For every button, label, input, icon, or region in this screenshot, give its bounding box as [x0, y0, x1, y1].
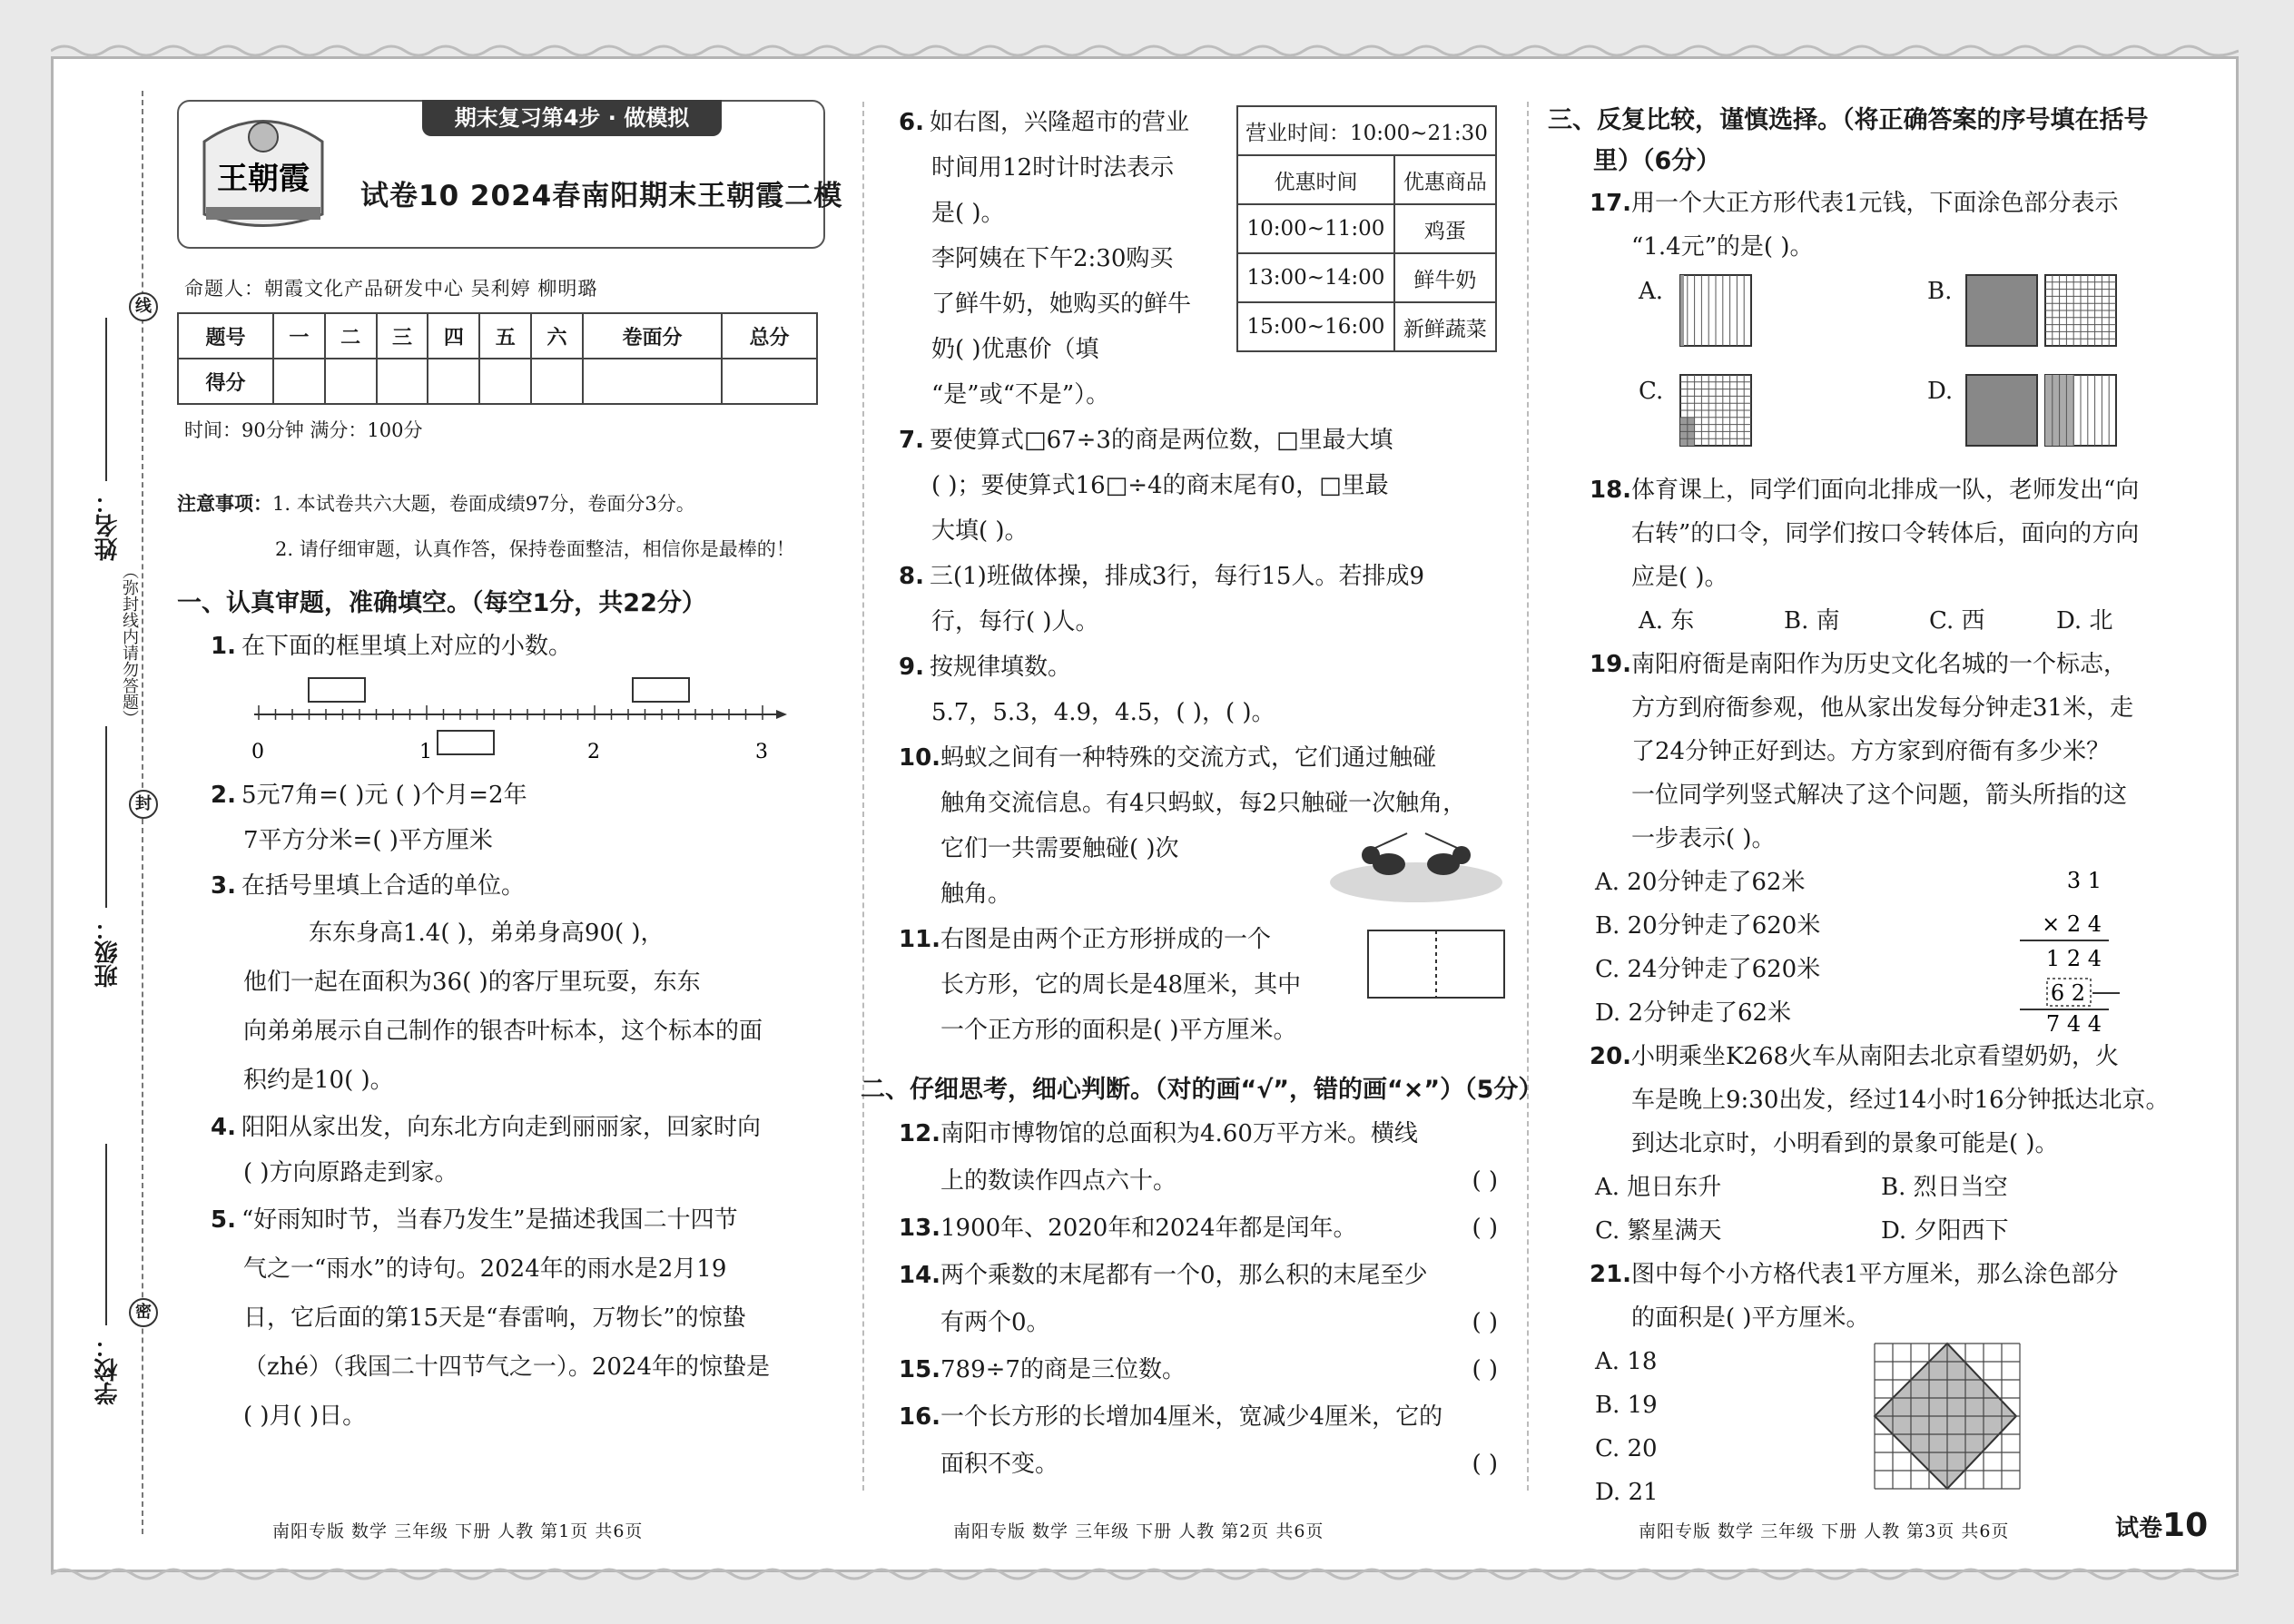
column-1: [177, 100, 843, 1441]
q15-answer-bracket[interactable]: ( ): [1472, 1356, 1498, 1383]
q8-number: 8.: [899, 563, 924, 590]
q2-line1: 5元7角=( )元 ( )个月=2年: [241, 782, 527, 809]
q19-number: 19.: [1590, 651, 1632, 678]
q9-line2: 5.7，5.3，4.9，4.5，( )，( )。: [931, 699, 1275, 726]
author-line: 命题人：朝霞文化产品研发中心 吴利婷 柳明璐: [184, 278, 598, 300]
discount-time: 10:00~11:00: [1237, 204, 1394, 253]
q16-number: 16.: [899, 1403, 941, 1431]
discount-item: 鸡蛋: [1394, 204, 1496, 253]
q4-line2: ( )方向原路走到家。: [243, 1159, 458, 1186]
q3-p1: 东东身高1.4( )，弟弟身高90( )，: [309, 920, 665, 947]
note-1: 1. 本试卷共六大题，卷面成绩97分，卷面分3分。: [272, 493, 695, 515]
q20-options-row2: [1548, 1209, 2210, 1253]
q5-line4: （zhé）（我国二十四节气之一）。2024年的惊蛰是: [243, 1353, 770, 1381]
q21-option[interactable]: C. 20: [1595, 1435, 1658, 1462]
section-1-title: 一、认真审题，准确填空。（每空1分，共22分）: [177, 589, 706, 617]
question-20: [1548, 1035, 2210, 1078]
q14-line2-row: [899, 1299, 1516, 1346]
score-header-cell: 题号: [178, 313, 273, 359]
discount-time: 13:00~14:00: [1237, 253, 1394, 302]
q20-option[interactable]: A. 旭日东升: [1595, 1174, 1722, 1201]
q19-option[interactable]: D. 2分钟走了62米: [1595, 999, 1792, 1027]
q18-options: [1548, 599, 2210, 643]
question-19: [1548, 643, 2210, 686]
binding-mark-seal: 封: [129, 790, 158, 819]
answer-box[interactable]: [633, 678, 689, 702]
tick-label: 0: [251, 741, 264, 763]
q18-option[interactable]: B. 南: [1784, 607, 1840, 635]
question-10: [899, 735, 1516, 781]
notes-label: 注意事项：: [177, 493, 272, 515]
question-3: [177, 863, 826, 909]
question-14: [899, 1252, 1516, 1299]
wavy-border-top: [51, 42, 2239, 60]
q6-line2: 时间用12时计时法表示: [931, 154, 1175, 182]
discount-item-header: 优惠商品: [1394, 155, 1496, 204]
binding-mark-line: 线: [129, 292, 158, 321]
question-1: [177, 624, 826, 669]
question-17: [1548, 182, 2210, 225]
q12-number: 12.: [899, 1120, 941, 1147]
discount-time-header: 优惠时间: [1237, 155, 1394, 204]
number-line-figure: [213, 669, 794, 769]
column-separator: [862, 102, 864, 1491]
q13-line1: 1900年、2020年和2024年都是闰年。: [940, 1215, 1357, 1242]
q12-answer-bracket[interactable]: ( ): [1472, 1167, 1498, 1195]
q11-line3: 一个正方形的面积是( )平方厘米。: [940, 1017, 1297, 1044]
option-b-squares[interactable]: [1965, 274, 2120, 347]
q20-number: 20.: [1590, 1043, 1632, 1070]
footer-page-3: 南阳专版 数学 三年级 下册 人教 第3页 共6页: [1639, 1521, 2010, 1541]
question-21: [1548, 1253, 2210, 1296]
q12-line2: 上的数读作四点六十。: [940, 1167, 1177, 1195]
q21-line2: 的面积是( )平方厘米。: [1631, 1304, 1870, 1332]
binding-note: （弥封线内请勿答题）: [120, 563, 139, 726]
q19-line5: 一步表示( )。: [1631, 825, 1776, 852]
time-info: 时间：90分钟 满分：100分: [184, 419, 423, 441]
question-15: [899, 1346, 1516, 1393]
school-underline: [105, 1144, 107, 1325]
wavy-border-bottom: [51, 1565, 2239, 1583]
q3-p4: 积约是10( )。: [243, 1067, 394, 1094]
q20-option[interactable]: B. 烈日当空: [1881, 1174, 2008, 1201]
q18-option[interactable]: A. 东: [1639, 607, 1695, 635]
q11-number: 11.: [899, 926, 941, 953]
paper-no: 10: [2162, 1507, 2209, 1544]
calc-row: 7 4 4: [2045, 1011, 2102, 1033]
q7-number: 7.: [899, 427, 924, 454]
q1-text: 在下面的框里填上对应的小数。: [241, 633, 573, 660]
q5-number: 5.: [211, 1206, 236, 1234]
question-12: [899, 1110, 1516, 1157]
q20-line3: 到达北京时，小明看到的景象可能是( )。: [1631, 1130, 2059, 1157]
q15-number: 15.: [899, 1356, 941, 1383]
q18-line2: 右转”的口令，同学们按口令转体后，面向的方向: [1631, 520, 2140, 547]
q10-line2: 触角交流信息。有4只蚂蚁，每2只触碰一次触角，: [940, 790, 1467, 817]
q12-line2-row: [899, 1157, 1516, 1205]
tick-label: 2: [587, 741, 600, 763]
store-hours-table: [1236, 105, 1497, 352]
q16-line2-row: [899, 1441, 1516, 1488]
option-c-square[interactable]: [1679, 374, 1752, 447]
school-label: 学校：: [94, 1334, 122, 1405]
discount-item: 新鲜蔬菜: [1394, 302, 1496, 351]
q1-number: 1.: [211, 633, 236, 660]
q9-line1: 按规律填数。: [930, 654, 1072, 681]
discount-time: 15:00~16:00: [1237, 302, 1394, 351]
q3-p3: 向弟弟展示自己制作的银杏叶标本，这个标本的面: [243, 1018, 763, 1045]
note-2: 2. 请仔细审题，认真作答，保持卷面整洁，相信你是最棒的！: [275, 538, 795, 560]
logo-text: 王朝霞: [217, 161, 310, 197]
calc-row: 6 2: [2050, 980, 2085, 1006]
q14-answer-bracket[interactable]: ( ): [1472, 1309, 1498, 1336]
number-line-arrow: [776, 710, 787, 719]
q14-line1: 两个乘数的末尾都有一个0，那么积的末尾至少: [940, 1262, 1428, 1289]
question-4: [177, 1105, 826, 1150]
footer-page-2: 南阳专版 数学 三年级 下册 人教 第2页 共6页: [953, 1521, 1324, 1541]
wangzhaoxia-logo: [186, 105, 340, 241]
q18-option[interactable]: D. 北: [2056, 607, 2113, 635]
question-8: [899, 554, 1516, 599]
question-9: [899, 645, 1516, 690]
q10-line3: 它们一共需要触碰( )次: [940, 835, 1179, 862]
score-cell[interactable]: [325, 359, 377, 404]
score-cell[interactable]: [722, 359, 817, 404]
ants-illustration: [1325, 817, 1507, 908]
q6-line5: 了鲜牛奶，她购买的鲜牛: [931, 290, 1192, 318]
q17-option-a-label: A.: [1639, 278, 1664, 305]
q17-number: 17.: [1590, 190, 1632, 217]
q16-answer-bracket[interactable]: ( ): [1472, 1451, 1498, 1478]
question-13: [899, 1205, 1516, 1252]
q15-line1: 789÷7的商是三位数。: [940, 1356, 1186, 1383]
q10-line4: 触角。: [940, 881, 1012, 908]
section-3-title-line1: 三、反复比较，谨慎选择。（将正确答案的序号填在括号: [1548, 106, 2149, 134]
q5-line1: “好雨知时节，当春乃发生”是描述我国二十四节: [241, 1206, 738, 1234]
q21-line1: 图中每个小方格代表1平方厘米，那么涂色部分: [1631, 1261, 2119, 1288]
q5-line2: 气之一“雨水”的诗句。2024年的雨水是2月19: [243, 1255, 727, 1283]
option-d-squares[interactable]: [1965, 374, 2120, 447]
q20-options-row1: [1548, 1166, 2210, 1209]
column-3: [1548, 100, 2210, 1514]
q19-line4: 一位同学列竖式解决了这个问题，箭头所指的这: [1631, 782, 2128, 809]
q6-line1: 如右图，兴隆超市的营业: [930, 109, 1190, 136]
q8-line1: 三(1)班做体操，排成3行，每行15人。若排成9: [930, 563, 1424, 590]
question-18: [1548, 468, 2210, 512]
q19-line2: 方方到府衙参观，他从家出发每分钟走31米，走: [1631, 694, 2134, 722]
exam-header: [177, 100, 843, 249]
score-cell[interactable]: [273, 359, 325, 404]
q21-options-block: [1548, 1340, 2210, 1514]
tick-label: 1: [419, 741, 432, 763]
binding-mark-secret: 密: [129, 1298, 158, 1327]
q16-line2: 面积不变。: [940, 1451, 1059, 1478]
q19-option[interactable]: C. 24分钟走了620米: [1595, 956, 1821, 983]
q13-number: 13.: [899, 1215, 941, 1242]
notes: [177, 481, 826, 572]
vertical-multiplication: [2002, 861, 2120, 1033]
calc-row: 1 2 4: [2045, 946, 2102, 971]
calc-row: × 2 4: [2042, 911, 2102, 937]
score-row-label: 得分: [178, 359, 273, 404]
q19-line1: 南阳府衙是南阳作为历史文化名城的一个标志，: [1631, 651, 2128, 678]
two-squares-rectangle: [1366, 929, 1508, 1003]
q17-line1: 用一个大正方形代表1元钱，下面涂色部分表示: [1631, 190, 2119, 217]
q7-line3: 大填( )。: [931, 517, 1029, 545]
q5-line3: 日，它后面的第15天是“春雷响，万物长”的惊蛰: [243, 1304, 746, 1332]
paper-label: 试卷: [2115, 1515, 2163, 1542]
q20-line2: 车是晚上9:30出发，经过14小时16分钟抵达北京。: [1631, 1087, 2170, 1114]
score-header-cell: 一: [273, 313, 325, 359]
q20-line1: 小明乘坐K268火车从南阳去北京看望奶奶，火: [1631, 1043, 2120, 1070]
answer-box[interactable]: [309, 678, 365, 702]
score-cell[interactable]: [428, 359, 479, 404]
score-cell[interactable]: [479, 359, 531, 404]
q18-line1: 体育课上，同学们面向北排成一队，老师发出“向: [1631, 477, 2140, 504]
name-underline: [105, 318, 107, 481]
option-a-square[interactable]: [1679, 274, 1752, 347]
number-line-ticks: [259, 705, 763, 720]
q7-line1: 要使算式□67÷3的商是两位数，□里最大填: [930, 427, 1393, 454]
tick-label: 3: [755, 741, 768, 763]
q6-number: 6.: [899, 109, 924, 136]
score-header-cell: 卷面分: [583, 313, 722, 359]
q6-line4: 李阿姨在下午2:30购买: [931, 245, 1174, 272]
q2-number: 2.: [211, 782, 236, 809]
q17-line2: “1.4元”的是( )。: [1631, 233, 1814, 261]
q6-line7: “是”或“不是”）。: [931, 381, 1110, 408]
class-label: 班级：: [94, 917, 122, 988]
question-5: [177, 1196, 826, 1245]
q11-line2: 长方形，它的周长是48厘米，其中: [940, 971, 1302, 999]
q4-number: 4.: [211, 1114, 236, 1141]
score-header-cell: 六: [531, 313, 583, 359]
calc-row: 3 1: [2066, 868, 2102, 893]
question-7: [899, 418, 1516, 463]
answer-box[interactable]: [438, 731, 494, 754]
question-16: [899, 1393, 1516, 1441]
q3-p2: 他们一起在面积为36( )的客厅里玩耍，东东: [243, 969, 701, 996]
q21-option[interactable]: A. 18: [1595, 1348, 1658, 1375]
q18-line3: 应是( )。: [1631, 564, 1728, 591]
score-header-cell: 总分: [722, 313, 817, 359]
q19-option[interactable]: B. 20分钟走了620米: [1595, 912, 1821, 940]
q3-number: 3.: [211, 872, 236, 900]
step-tab: 期末复习第4步 · 做模拟: [422, 100, 722, 136]
column-separator: [1527, 102, 1529, 1491]
q20-option[interactable]: D. 夕阳西下: [1881, 1217, 2009, 1245]
q7-line2: ( )；要使算式16□÷4的商末尾有0，□里最: [931, 472, 1389, 499]
q16-line1: 一个长方形的长增加4厘米，宽减少4厘米，它的: [940, 1403, 1443, 1431]
score-cell[interactable]: [531, 359, 583, 404]
q9-number: 9.: [899, 654, 924, 681]
name-label: 姓名：: [94, 490, 122, 561]
score-cell[interactable]: [583, 359, 722, 404]
section-2-title: 二、仔细思考，细心判断。（对的画“√”，错的画“×”）（5分）: [861, 1076, 1543, 1104]
q2-line2: 7平方分米=( )平方厘米: [243, 827, 493, 854]
grid-shaded-figure: [1871, 1340, 2025, 1494]
score-table: [177, 312, 818, 405]
q6-line6: 奶( )优惠价（填: [931, 336, 1099, 363]
q11-line1: 右图是由两个正方形拼成的一个: [940, 926, 1272, 953]
q8-line2: 行，每行( )人。: [931, 608, 1099, 635]
q14-number: 14.: [899, 1262, 941, 1289]
q17-option-d-label: D.: [1927, 378, 1954, 405]
paper-number: [2115, 1507, 2208, 1544]
q3-text: 在括号里填上合适的单位。: [241, 872, 526, 900]
discount-item: 鲜牛奶: [1394, 253, 1496, 302]
q6-line3: 是( )。: [931, 200, 1005, 227]
class-underline: [105, 726, 107, 908]
footer-page-1: 南阳专版 数学 三年级 下册 人教 第1页 共6页: [272, 1521, 644, 1541]
q21-option[interactable]: D. 21: [1595, 1479, 1659, 1506]
q21-option[interactable]: B. 19: [1595, 1392, 1658, 1419]
q20-option[interactable]: C. 繁星满天: [1595, 1217, 1722, 1245]
score-header-cell: 三: [377, 313, 428, 359]
q10-number: 10.: [899, 744, 941, 772]
q17-option-c-label: C.: [1639, 378, 1664, 405]
q21-number: 21.: [1590, 1261, 1632, 1288]
score-cell[interactable]: [377, 359, 428, 404]
question-2: [177, 773, 826, 818]
q19-line3: 了24分钟正好到达。方方家到府衙有多少米？: [1631, 738, 2111, 765]
q10-line1: 蚂蚁之间有一种特殊的交流方式，它们通过触碰: [940, 744, 1437, 772]
q5-line5: ( )月( )日。: [243, 1403, 367, 1430]
q19-options-block: [1548, 861, 2210, 1035]
q19-option[interactable]: A. 20分钟走了62米: [1595, 869, 1806, 896]
score-header-cell: 四: [428, 313, 479, 359]
q4-line1: 阳阳从家出发，向东北方向走到丽丽家，回家时向: [241, 1114, 762, 1141]
score-header-cell: 二: [325, 313, 377, 359]
q18-option[interactable]: C. 西: [1929, 607, 1985, 635]
q12-line1: 南阳市博物馆的总面积为4.60万平方米。横线: [940, 1120, 1418, 1147]
score-header-cell: 五: [479, 313, 531, 359]
q13-answer-bracket[interactable]: ( ): [1472, 1215, 1498, 1242]
q18-number: 18.: [1590, 477, 1632, 504]
q14-line2: 有两个0。: [940, 1309, 1050, 1336]
section-3-title-line2: 里）（6分）: [1593, 147, 1721, 175]
q17-option-b-label: B.: [1927, 278, 1953, 305]
store-hours: 营业时间：10:00~21:30: [1237, 106, 1496, 155]
q17-options: [1548, 269, 2210, 468]
exam-title: 试卷10 2024春南阳期末王朝霞二模: [360, 180, 843, 212]
